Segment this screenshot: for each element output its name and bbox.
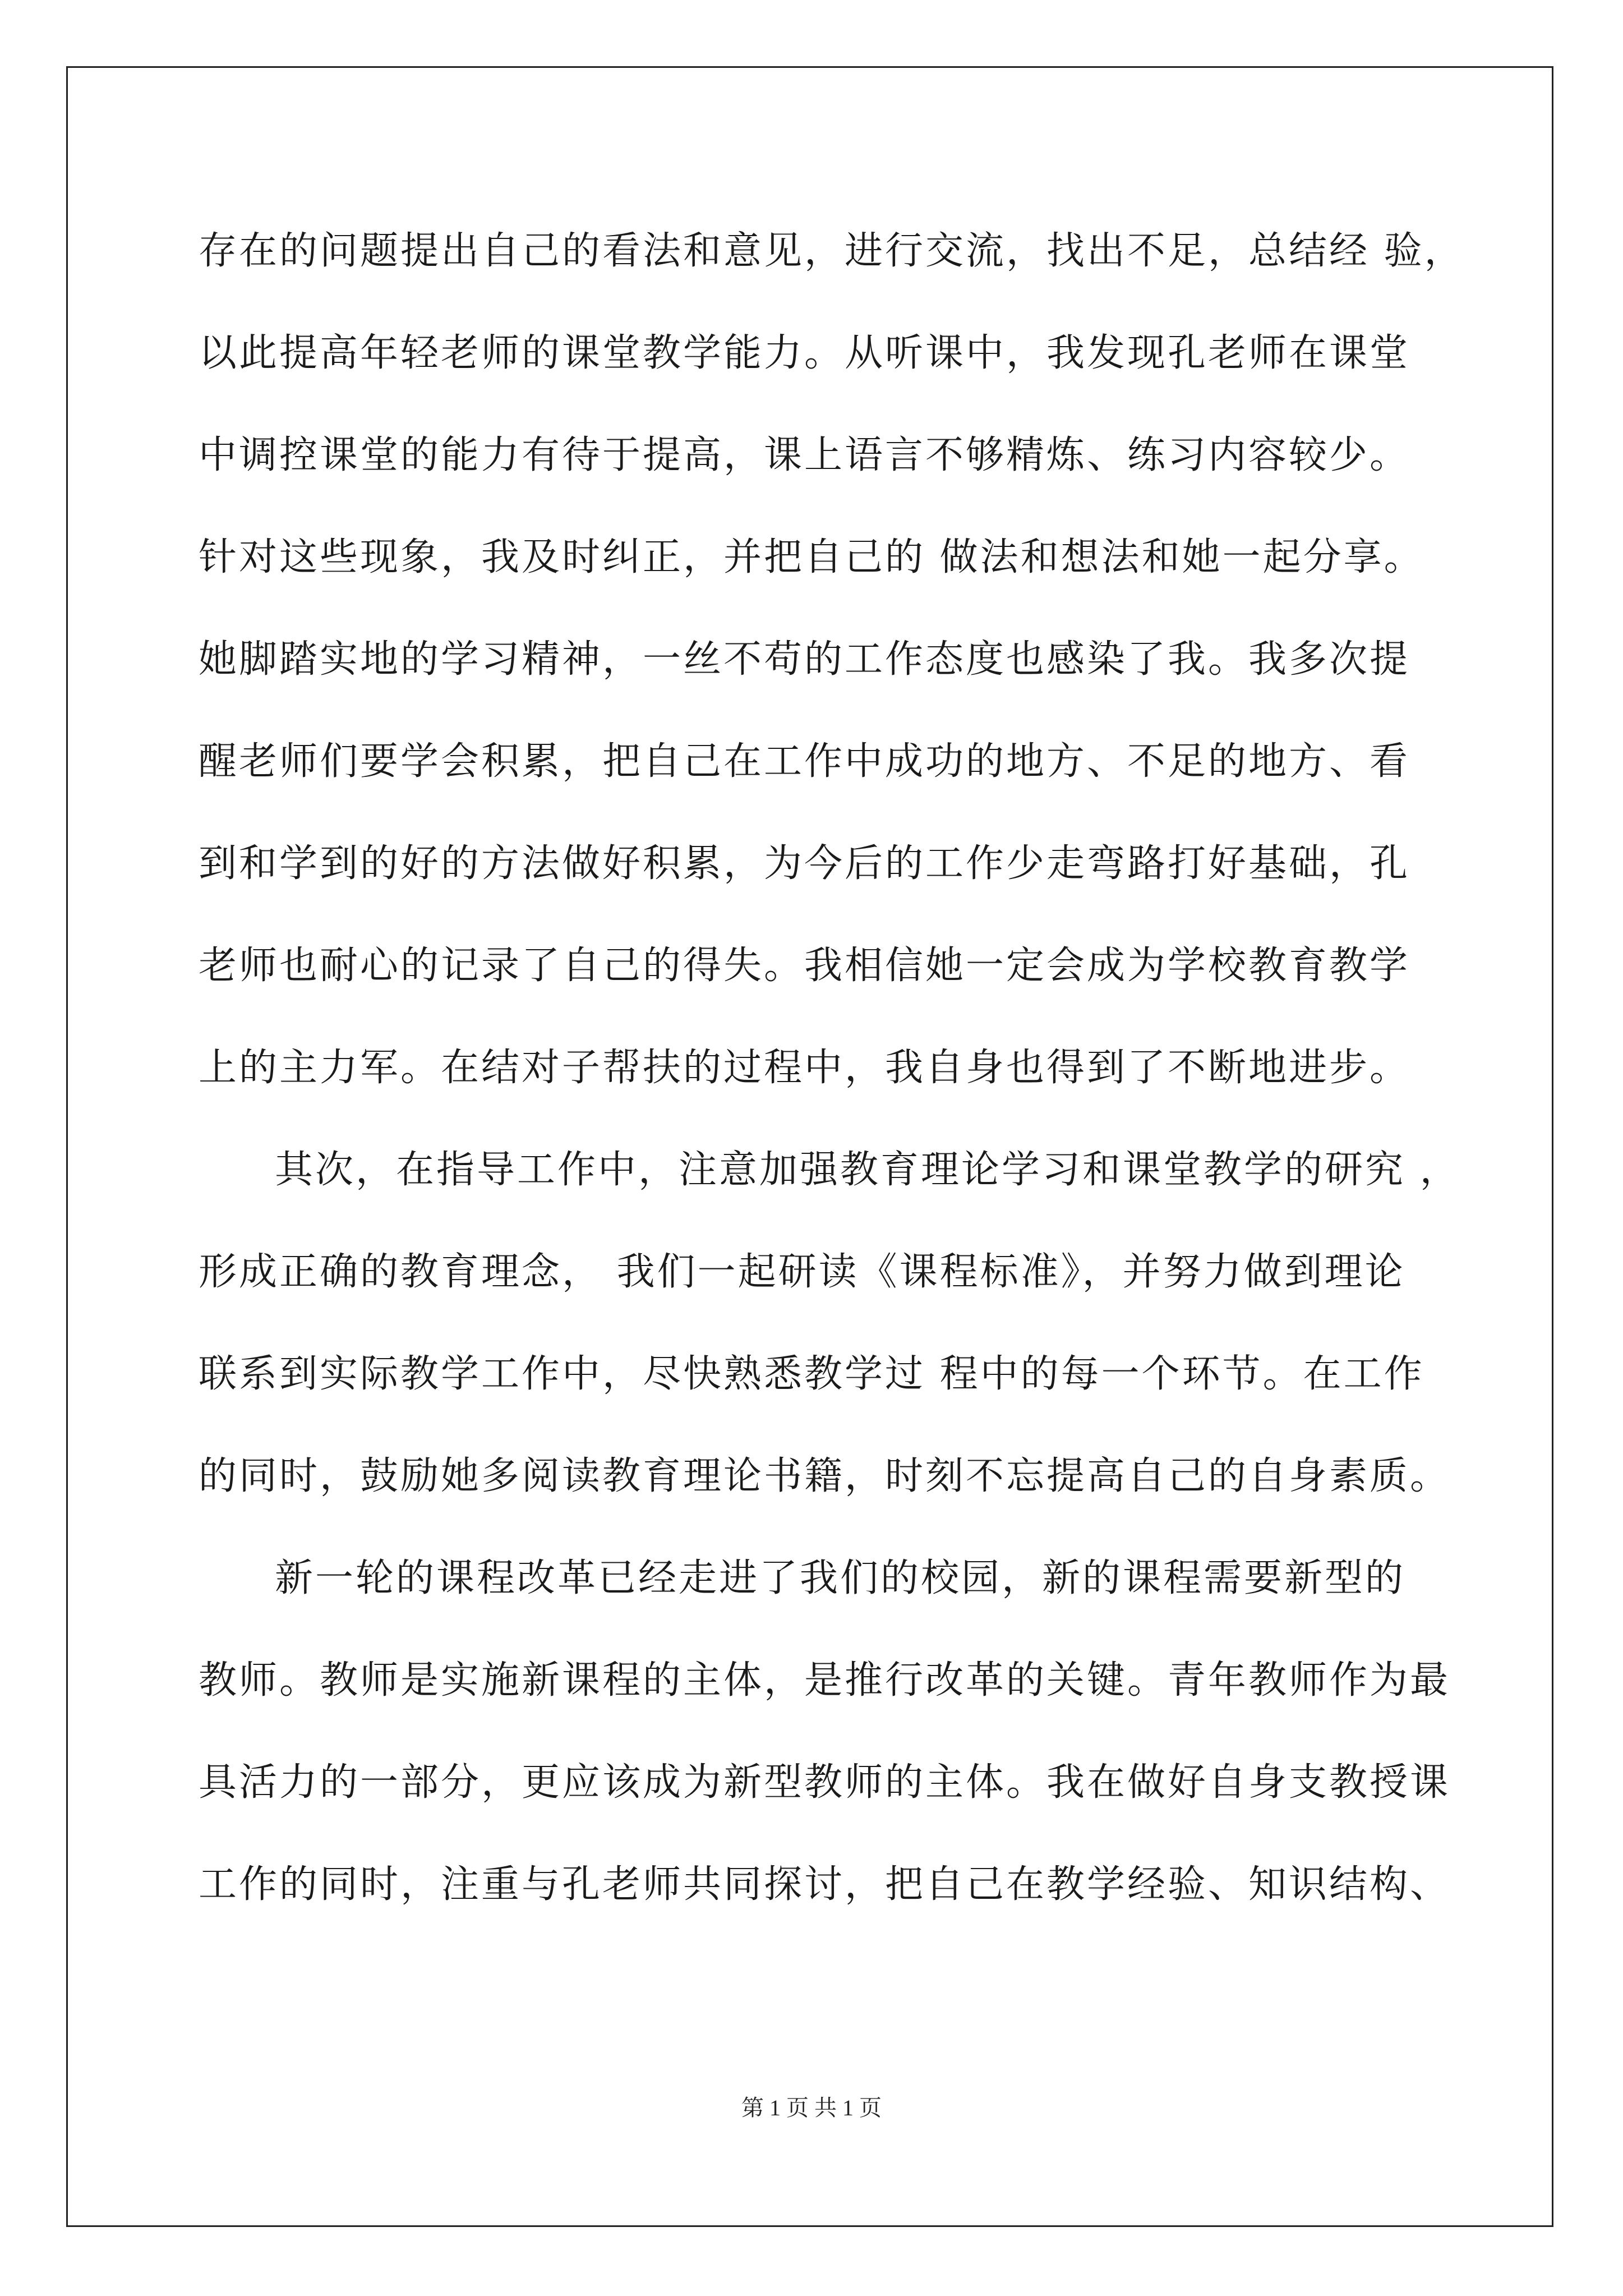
- body-text-line: 醒老师们要学会积累，把自己在工作中成功的地方、不足的地方、看: [199, 739, 1410, 784]
- body-text-line: 工作的同时，注重与孔老师共同探讨，把自己在教学经验、知识结构、: [199, 1862, 1451, 1907]
- body-text-line: 到和学到的好的方法做好积累，为今后的工作少走弯路打好基础，孔: [199, 841, 1410, 886]
- paragraph-first-line: 新一轮的课程改革已经走进了我们的校园，新的课程需要新型的: [275, 1556, 1406, 1600]
- body-text-line: 形成正确的教育理念， 我们一起研读《课程标准》，并努力做到理论: [199, 1250, 1405, 1294]
- page-number-footer: 第 1 页 共 1 页: [741, 2095, 882, 2120]
- body-text-line: 的同时，鼓励她多阅读教育理论书籍，时刻不忘提高自己的自身素质。: [199, 1454, 1451, 1498]
- body-text-line: 存在的问题提出自己的看法和意见，进行交流，找出不足，总结经 验，: [199, 229, 1465, 273]
- body-text-line: 针对这些现象，我及时纠正，并把自己的 做法和想法和她一起分享。: [199, 535, 1424, 579]
- paragraph-first-line: 其次，在指导工作中，注意加强教育理论学习和课堂教学的研究 ，: [275, 1148, 1460, 1192]
- body-text-line: 联系到实际教学工作中，尽快熟悉教学过 程中的每一个环节。在工作: [199, 1352, 1424, 1396]
- body-text-line: 教师。教师是实施新课程的主体，是推行改革的关键。青年教师作为最: [199, 1658, 1451, 1703]
- body-text-line: 具活力的一部分，更应该成为新型教师的主体。我在做好自身支教授课: [199, 1760, 1451, 1805]
- body-text-line: 中调控课堂的能力有待于提高，课上语言不够精炼、练习内容较少。: [199, 433, 1410, 477]
- body-text-line: 以此提高年轻老师的课堂教学能力。从听课中，我发现孔老师在课堂: [199, 331, 1410, 375]
- body-text-line: 老师也耐心的记录了自己的得失。我相信她一定会成为学校教育教学: [199, 944, 1410, 988]
- body-text-line: 她脚踏实地的学习精神，一丝不苟的工作态度也感染了我。我多次提: [199, 637, 1410, 682]
- body-text-line: 上的主力军。在结对子帮扶的过程中，我自身也得到了不断地进步。: [199, 1046, 1410, 1090]
